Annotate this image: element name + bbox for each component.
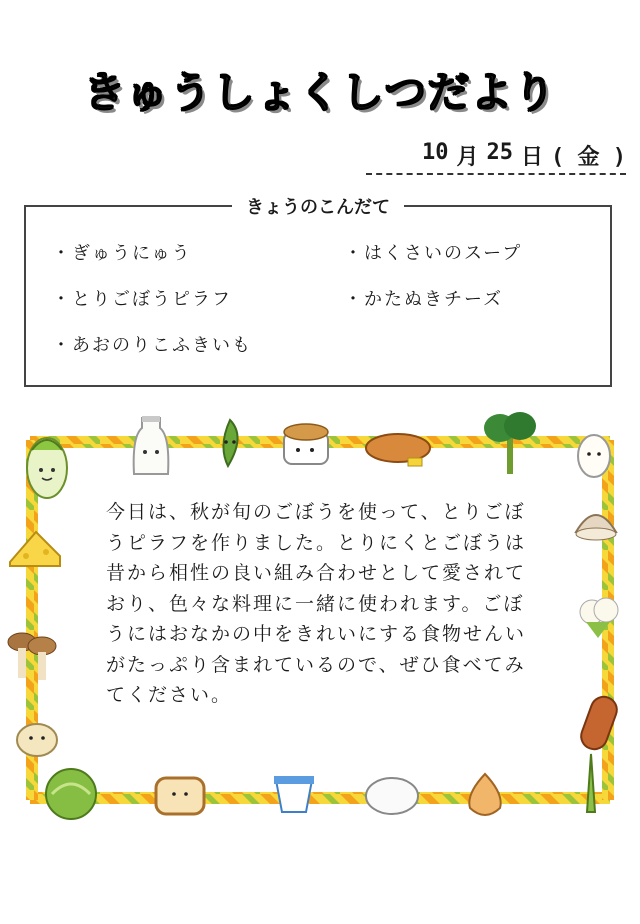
natto-icon [278, 418, 334, 476]
bread-icon [364, 430, 434, 470]
date-day: 25 [486, 140, 513, 165]
menu-item: ・ぎゅうにゅう [52, 243, 192, 264]
onion-icon [460, 770, 510, 822]
toast-icon [150, 772, 210, 818]
menu-item: ・はくさいのスープ [344, 243, 523, 264]
mushroom-icon [4, 626, 60, 686]
date-weekday: ( 金 ) [551, 145, 626, 170]
milk-bottle-icon [128, 414, 174, 478]
potato-icon [12, 718, 62, 762]
yogurt-icon [270, 772, 318, 818]
menu-item: ・あおのりこふきいも [52, 335, 252, 356]
menu-item: ・かたぬきチーズ [344, 289, 504, 310]
date-day-label: 日 [521, 145, 544, 170]
menu-box [24, 197, 612, 387]
message-text: 今日は、秋が旬のごぼうを使って、とりごぼうピラフを作りました。とりにくとごぼうは昔から相性の良い組み合わせとして愛されており、色々な料理に一緒に使われます。ごぼうにはおなかの中をきれいにする食物せんいがたっぷり含まれているので、ぜひ食べてみてください。 [106, 501, 527, 706]
rice-bowl-icon [364, 774, 420, 818]
asparagus-icon [576, 750, 606, 816]
date-month-label: 月 [456, 145, 479, 170]
date-month: 10 [421, 140, 449, 165]
page-title: きゅうしょくしつだより [83, 68, 557, 117]
egg-icon [574, 430, 614, 480]
date-line [366, 140, 626, 175]
sausage-icon [578, 692, 620, 752]
cabbage-icon [42, 766, 100, 822]
napa-cabbage-icon [22, 430, 72, 500]
menu-heading: きょうのこんだて [232, 193, 404, 219]
okra-icon [210, 416, 250, 468]
cheese-icon [6, 526, 64, 572]
clam-icon [572, 502, 620, 546]
menu-item: ・とりごぼうピラフ [52, 289, 232, 310]
cauliflower-icon [576, 594, 620, 640]
spinach-icon [480, 408, 540, 478]
